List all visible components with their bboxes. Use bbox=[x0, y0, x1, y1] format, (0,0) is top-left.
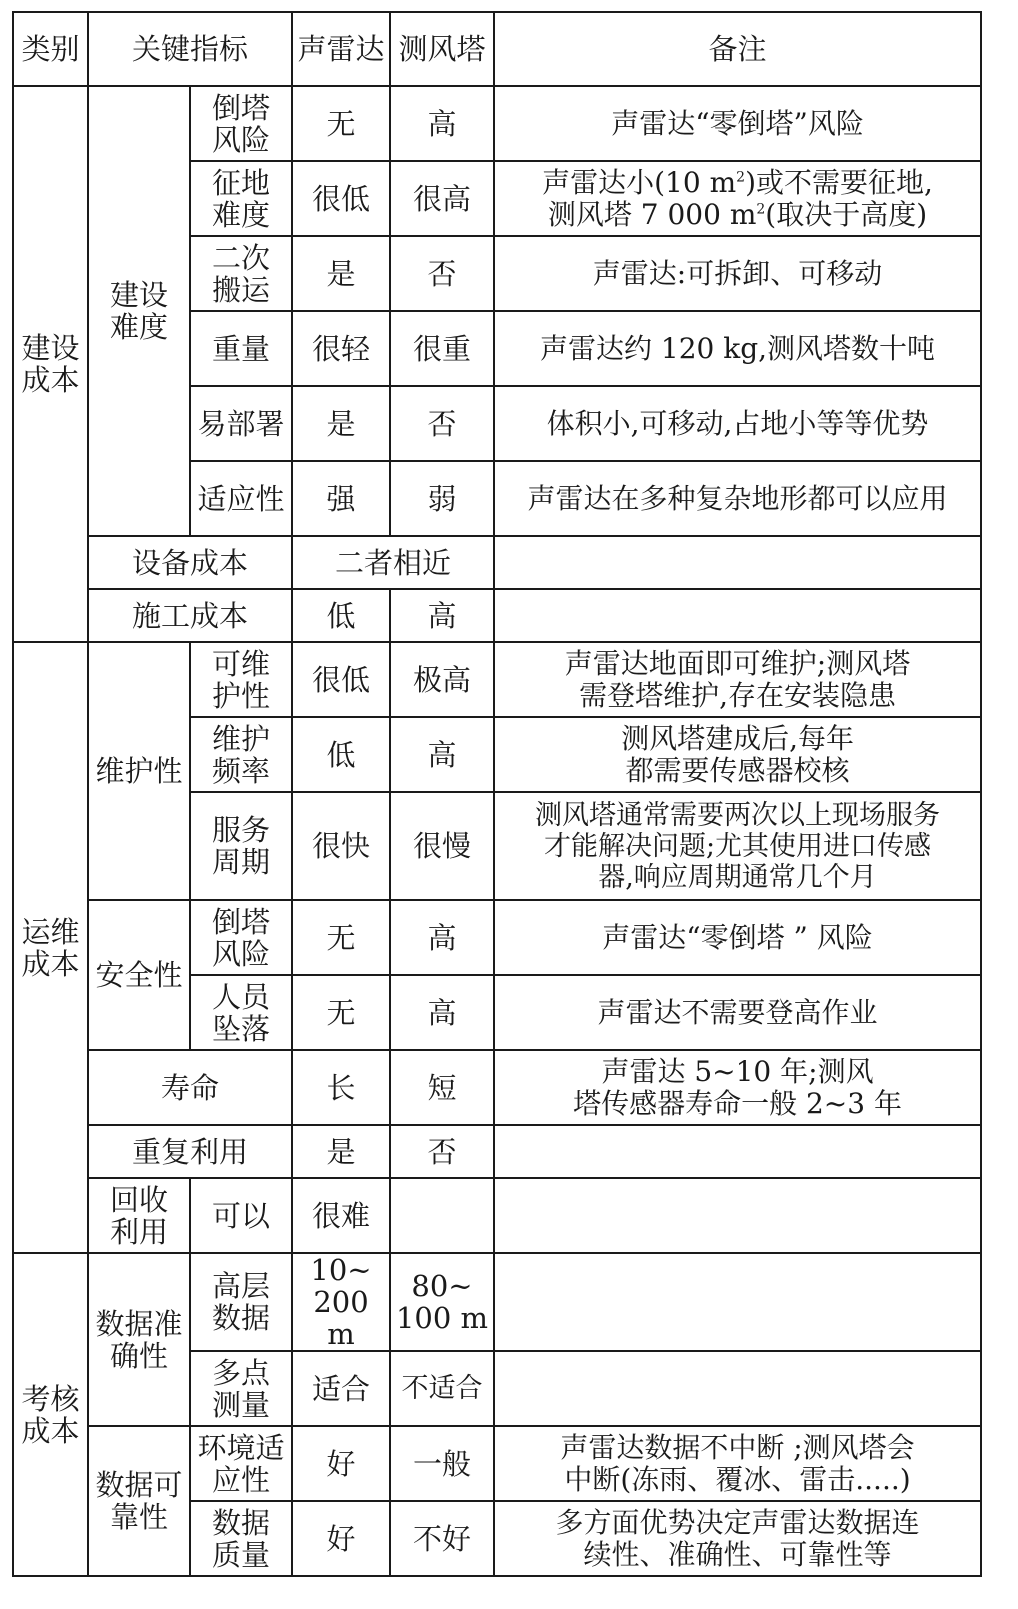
note-cell: 声雷达“零倒塔 ” 风险 bbox=[494, 900, 981, 975]
tower-cell: 不好 bbox=[390, 1501, 494, 1576]
group-construction-difficulty: 建设难度 bbox=[88, 86, 190, 536]
tower-cell: 极高 bbox=[390, 642, 494, 717]
sodar-cell: 好 bbox=[292, 1426, 390, 1501]
shared-value-cell: 二者相近 bbox=[292, 536, 494, 589]
table-row bbox=[13, 1426, 981, 1501]
empty-cell bbox=[390, 1178, 494, 1253]
table-row bbox=[13, 1178, 981, 1253]
sodar-cell: 很低 bbox=[292, 642, 390, 717]
indicator-cell: 重复利用 bbox=[88, 1125, 292, 1178]
note-cell bbox=[494, 589, 981, 642]
note-cell: 声雷达在多种复杂地形都可以应用 bbox=[494, 461, 981, 536]
note-cell: 声雷达 5~10 年;测风 塔传感器寿命一般 2~3 年 bbox=[494, 1050, 981, 1125]
comparison-table-sheet bbox=[12, 11, 980, 1572]
note-cell: 测风塔通常需要两次以上现场服务 才能解决问题;尤其使用进口传感 器,响应周期通常几个月 bbox=[494, 792, 981, 900]
note-cell: 声雷达地面即可维护;测风塔 需登塔维护,存在安装隐患 bbox=[494, 642, 981, 717]
tower-cell: 弱 bbox=[390, 461, 494, 536]
header-key-indicator: 关键指标 bbox=[88, 12, 292, 86]
tower-cell: 很重 bbox=[390, 311, 494, 386]
sodar-cell: 是 bbox=[292, 1125, 390, 1178]
tower-cell: 很慢 bbox=[390, 792, 494, 900]
table-row bbox=[13, 642, 981, 717]
indicator-cell: 倒塔风险 bbox=[190, 86, 292, 161]
indicator-cell: 易部署 bbox=[190, 386, 292, 461]
note-cell: 声雷达“零倒塔”风险 bbox=[494, 86, 981, 161]
header-category: 类别 bbox=[13, 12, 88, 86]
note-cell bbox=[494, 1178, 981, 1253]
sodar-cell: 好 bbox=[292, 1501, 390, 1576]
note-cell: 体积小,可移动,占地小等等优势 bbox=[494, 386, 981, 461]
indicator-cell: 可维护性 bbox=[190, 642, 292, 717]
indicator-cell: 高层数据 bbox=[190, 1253, 292, 1351]
tower-cell: 高 bbox=[390, 900, 494, 975]
indicator-cell: 重量 bbox=[190, 311, 292, 386]
table-row bbox=[13, 1253, 981, 1351]
indicator-cell: 维护频率 bbox=[190, 717, 292, 792]
indicator-cell: 设备成本 bbox=[88, 536, 292, 589]
sodar-cell: 低 bbox=[292, 589, 390, 642]
note-cell: 声雷达约 120 kg,测风塔数十吨 bbox=[494, 311, 981, 386]
sodar-cell: 长 bbox=[292, 1050, 390, 1125]
note-cell bbox=[494, 1351, 981, 1426]
category-assessment: 考核成本 bbox=[13, 1253, 88, 1576]
header-note: 备注 bbox=[494, 12, 981, 86]
table-row bbox=[13, 589, 981, 642]
category-operation: 运维成本 bbox=[13, 642, 88, 1253]
tower-cell: 80~ 100 m bbox=[390, 1253, 494, 1351]
table-row bbox=[13, 1125, 981, 1178]
comparison-table bbox=[12, 11, 982, 1577]
tower-cell: 高 bbox=[390, 86, 494, 161]
sodar-cell: 是 bbox=[292, 236, 390, 311]
header-tower: 测风塔 bbox=[390, 12, 494, 86]
indicator-cell: 寿命 bbox=[88, 1050, 292, 1125]
tower-cell: 否 bbox=[390, 236, 494, 311]
indicator-cell: 征地难度 bbox=[190, 161, 292, 236]
group-data-accuracy: 数据准确性 bbox=[88, 1253, 190, 1426]
indicator-cell: 回收利用 bbox=[88, 1178, 190, 1253]
indicator-cell: 适应性 bbox=[190, 461, 292, 536]
note-cell: 多方面优势决定声雷达数据连 续性、准确性、可靠性等 bbox=[494, 1501, 981, 1576]
sodar-cell: 很轻 bbox=[292, 311, 390, 386]
tower-cell: 很高 bbox=[390, 161, 494, 236]
sodar-cell: 可以 bbox=[190, 1178, 292, 1253]
indicator-cell: 数据质量 bbox=[190, 1501, 292, 1576]
table-row bbox=[13, 1050, 981, 1125]
tower-cell: 高 bbox=[390, 717, 494, 792]
tower-cell: 短 bbox=[390, 1050, 494, 1125]
indicator-cell: 服务周期 bbox=[190, 792, 292, 900]
group-data-reliability: 数据可靠性 bbox=[88, 1426, 190, 1576]
header-row bbox=[13, 12, 981, 86]
indicator-cell: 施工成本 bbox=[88, 589, 292, 642]
sodar-cell: 很快 bbox=[292, 792, 390, 900]
tower-cell: 一般 bbox=[390, 1426, 494, 1501]
group-maintainability: 维护性 bbox=[88, 642, 190, 900]
table-row bbox=[13, 536, 981, 589]
category-construction: 建设成本 bbox=[13, 86, 88, 642]
sodar-cell: 无 bbox=[292, 900, 390, 975]
note-cell: 声雷达:可拆卸、可移动 bbox=[494, 236, 981, 311]
sodar-cell: 10~ 200 m bbox=[292, 1253, 390, 1351]
note-cell: 声雷达小(10 $m^2$)或不需要征地, 测风塔 7 000 $m^2$(取决于高度) bbox=[494, 161, 981, 236]
indicator-cell: 环境适应性 bbox=[190, 1426, 292, 1501]
sodar-cell: 是 bbox=[292, 386, 390, 461]
sodar-cell: 适合 bbox=[292, 1351, 390, 1426]
indicator-cell: 二次搬运 bbox=[190, 236, 292, 311]
note-cell: 声雷达数据不中断 ;测风塔会 中断(冻雨、覆冰、雷击.....) bbox=[494, 1426, 981, 1501]
sodar-cell: 很低 bbox=[292, 161, 390, 236]
table-row bbox=[13, 900, 981, 975]
tower-cell: 否 bbox=[390, 1125, 494, 1178]
sodar-cell: 无 bbox=[292, 975, 390, 1050]
sodar-cell: 无 bbox=[292, 86, 390, 161]
note-cell: 声雷达不需要登高作业 bbox=[494, 975, 981, 1050]
sodar-cell: 低 bbox=[292, 717, 390, 792]
table-row bbox=[13, 86, 981, 161]
indicator-cell: 倒塔风险 bbox=[190, 900, 292, 975]
note-cell bbox=[494, 536, 981, 589]
tower-cell: 不适合 bbox=[390, 1351, 494, 1426]
header-sodar: 声雷达 bbox=[292, 12, 390, 86]
note-cell bbox=[494, 1253, 981, 1351]
indicator-cell: 人员坠落 bbox=[190, 975, 292, 1050]
group-safety: 安全性 bbox=[88, 900, 190, 1050]
tower-cell: 很难 bbox=[292, 1178, 390, 1253]
sodar-cell: 强 bbox=[292, 461, 390, 536]
tower-cell: 高 bbox=[390, 975, 494, 1050]
tower-cell: 否 bbox=[390, 386, 494, 461]
tower-cell: 高 bbox=[390, 589, 494, 642]
note-cell: 测风塔建成后,每年 都需要传感器校核 bbox=[494, 717, 981, 792]
indicator-cell: 多点测量 bbox=[190, 1351, 292, 1426]
note-cell bbox=[494, 1125, 981, 1178]
